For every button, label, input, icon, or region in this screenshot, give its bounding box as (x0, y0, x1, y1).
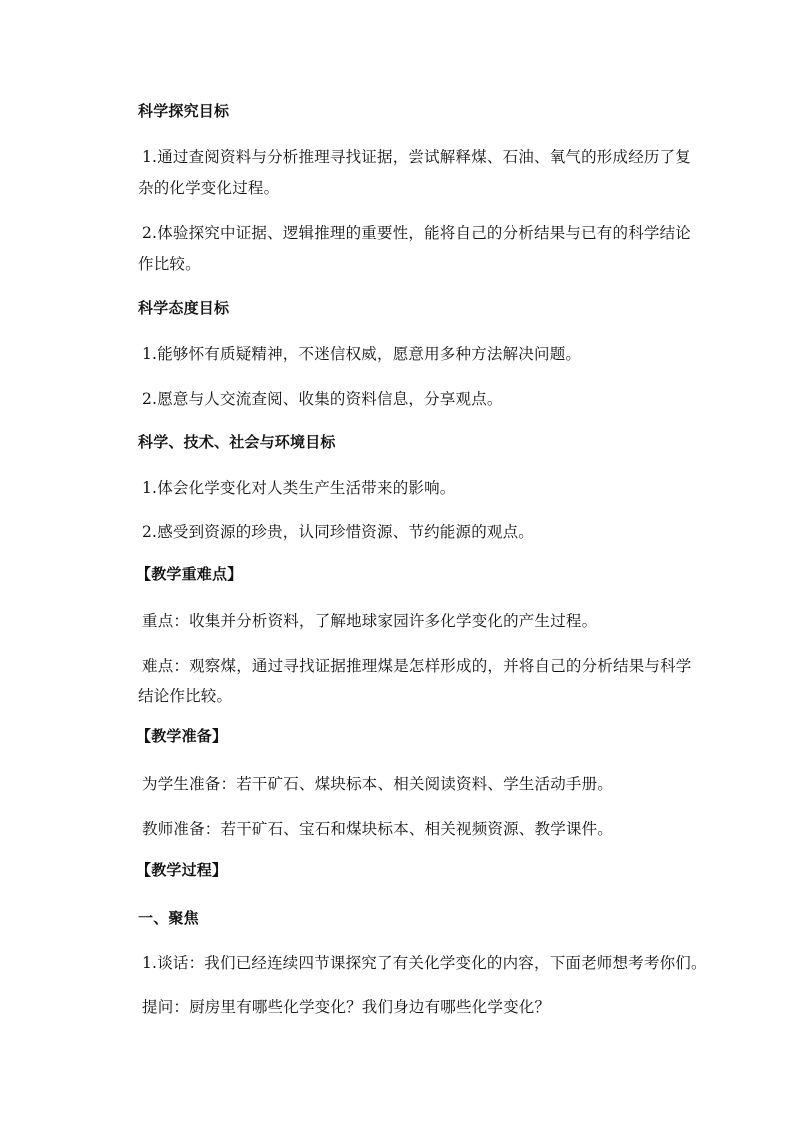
stse-item-2: 2.感受到资源的珍贵，认同珍惜资源、节约能源的观点。 (142, 523, 534, 541)
preparation-heading: 【教学准备】 (136, 727, 228, 745)
focus-subheading: 一、聚焦 (138, 909, 199, 927)
stse-item-1: 1.体会化学变化对人类生产生活带来的影响。 (142, 479, 456, 497)
key-points-heading: 【教学重难点】 (136, 565, 243, 583)
difficulty-point-line-1: 难点：观察煤，通过寻找证据推理煤是怎样形成的，并将自己的分析结果与科学 (142, 657, 692, 675)
stse-goals-heading: 科学、技术、社会与环境目标 (138, 433, 336, 451)
process-item-1: 1.谈话：我们已经连续四节课探究了有关化学变化的内容，下面老师想考考你们。 (142, 954, 707, 972)
inquiry-goals-heading: 科学探究目标 (138, 102, 230, 120)
inquiry-item-1-line-2: 杂的化学变化过程。 (138, 179, 280, 197)
focus-point: 重点：收集并分析资料，了解地球家园许多化学变化的产生过程。 (142, 612, 598, 630)
inquiry-item-2-line-1: 2.体验探究中证据、逻辑推理的重要性，能将自己的分析结果与已有的科学结论 (142, 224, 691, 242)
student-preparation: 为学生准备：若干矿石、煤块标本、相关阅读资料、学生活动手册。 (142, 775, 614, 793)
difficulty-point-line-2: 结论作比较。 (138, 687, 233, 705)
attitude-item-2: 2.愿意与人交流查阅、收集的资料信息，分享观点。 (142, 390, 503, 408)
teacher-preparation: 教师准备：若干矿石、宝石和煤块标本、相关视频资源、教学课件。 (142, 820, 614, 838)
process-question: 提问：厨房里有哪些化学变化？我们身边有哪些化学变化？ (142, 998, 551, 1016)
inquiry-item-1-line-1: 1.通过查阅资料与分析推理寻找证据，尝试解释煤、石油、氧气的形成经历了复 (142, 148, 691, 166)
process-heading: 【教学过程】 (136, 861, 228, 879)
attitude-goals-heading: 科学态度目标 (138, 299, 230, 317)
attitude-item-1: 1.能够怀有质疑精神，不迷信权威，愿意用多种方法解决问题。 (142, 345, 582, 363)
inquiry-item-2-line-2: 作比较。 (138, 255, 201, 273)
